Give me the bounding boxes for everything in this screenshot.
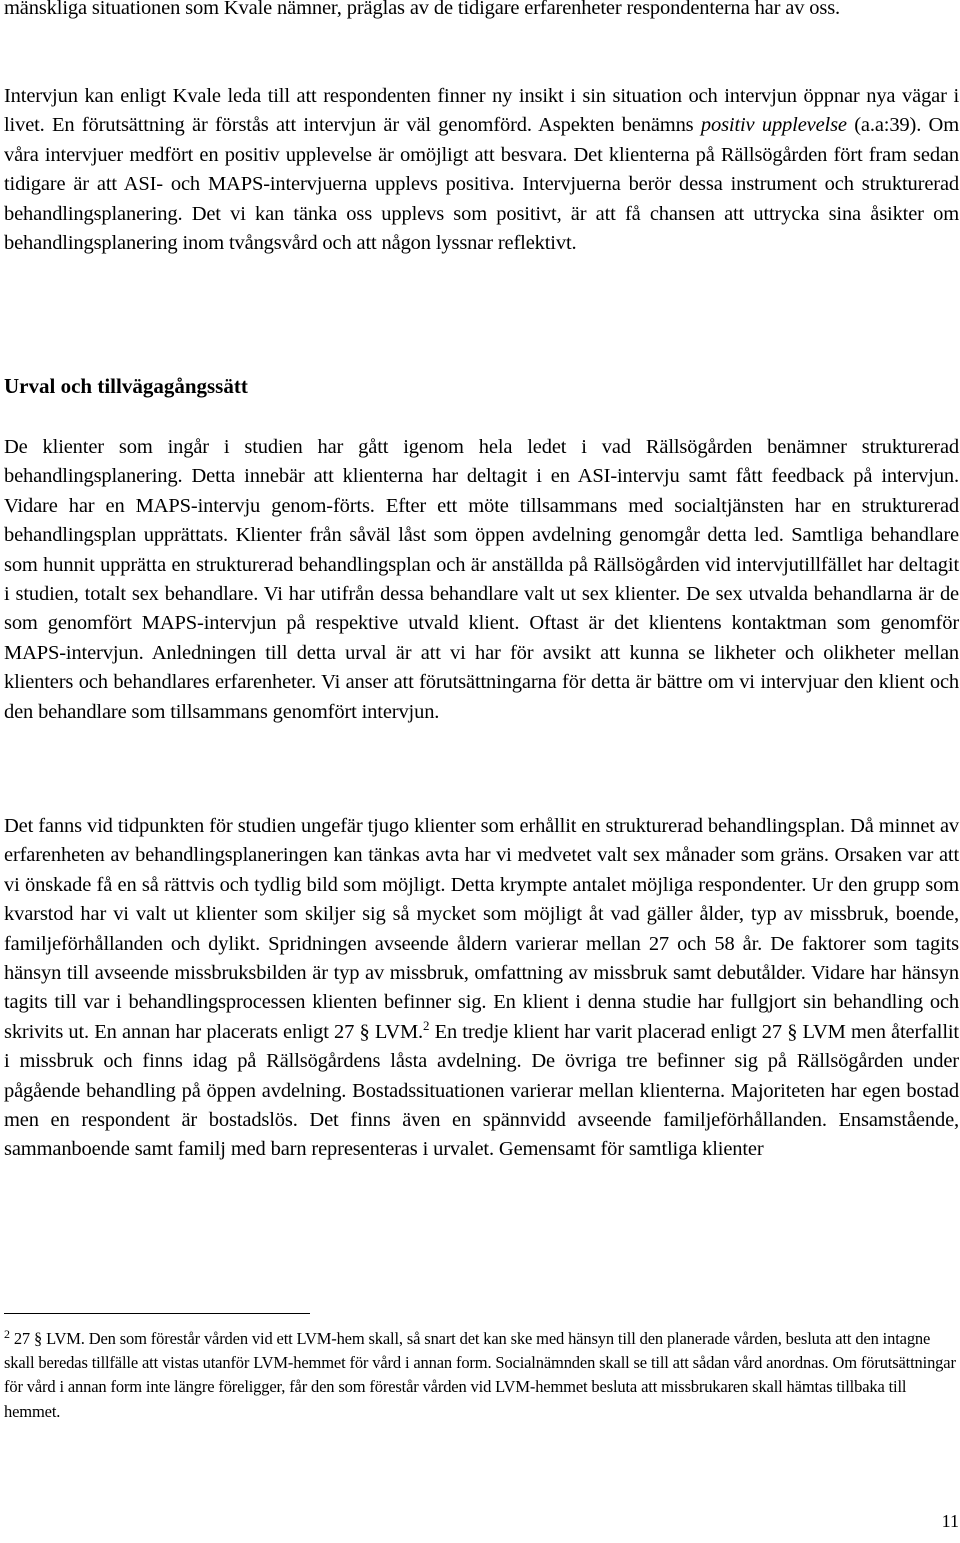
footnote-number: 2 <box>4 1327 10 1341</box>
paragraph-text: (a.a:39). Om våra intervjuer medfört en positiv upplevelse är omöjligt att besvara. Det klienterna på Rällsögården fört fram sedan tidigare är att ASI- och MAPS-intervjuerna upplevs positiva. Intervjuerna berör dessa instrument och strukturerad behandlingsplanering. Det vi kan tänka oss upplevs som positivt, är att få chansen att uttrycka sina åsikter om behandlingsplanering inom tvångsvård och att någon lyssnar reflektivt. <box>4 114 959 255</box>
footnote-reference[interactable]: 2 <box>423 1017 430 1033</box>
paragraph-continuation <box>4 0 959 23</box>
paragraph-intro <box>4 82 959 258</box>
footnote-divider <box>4 1313 310 1314</box>
paragraph-text: De klienter som ingår i studien har gått igenom hela ledet i vad Rällsögården benämner strukturerad behandlingsplanering. Detta innebär att klienterna har deltagit i en ASI-intervju samt fått feedback på intervjun. Vidare har en MAPS-intervju genom-förts. Efter ett möte tillsammans med socialtjänsten har en strukturerad behandlingsplan upprättats. Klienter från såväl låst som öppen avdelning genomgår detta led. Samtliga behandlare som hunnit upprätta en strukturerad behandlingsplan och är anställda på Rällsögården vid intervjutillfället har deltagit i studien, totalt sex behandlare. Vi har utifrån dessa behandlare valt ut sex klienter. De sex utvalda behandlarna är de som genomfört MAPS-intervjun på respektive utvald klient. Oftast är det klientens kontaktman som genomför MAPS-intervjun. Anledningen till detta urval är att vi har för avsikt att kunna se likheter och olikheter mellan klienters och behandlares erfarenheter. Vi anser att förutsättningarna för detta är bättre om vi intervjuar den klient och den behandlare som tillsammans genomfört intervjun. <box>4 436 959 723</box>
paragraph-urval <box>4 433 959 727</box>
paragraph-text: En tredje klient har varit placerad enligt 27 § LVM men återfallit i missbruk och finns idag på Rällsögårdens låsta avdelning. De övriga tre befinner sig på Rällsögården under pågående behandling på öppen avdelning. Bostadssituationen varierar mellan klienterna. Majoriteten har egen bostad men en respondent är bostadslös. Det finns även en spännvidd avseende familjeförhållanden. Ensamstående, sammanboende samt familj med barn representeras i urvalet. Gemensamt för samtliga klienter <box>4 1020 959 1161</box>
paragraph-text: Intervjun kan enligt Kvale leda till att respondenten finner ny insikt i sin situation och intervjun öppnar nya vägar i livet. En förutsättning är förstås att intervjun är väl genomförd. Aspekten benämns <box>4 85 959 137</box>
footnote-text: 27 § LVM. Den som förestår vården vid ett LVM-hem skall, så snart det kan ske med hänsyn till den planerade vården, besluta att den intagne skall beredas tillfälle att vistas utanför LVM-hemmet för vård i annan form. Socialnämnden skall se till att sådan vård anordnas. Om förutsättningar för vård i annan form inte längre föreligger, får den som förestår vården vid LVM-hemmet besluta att missbrukaren skall hämtas tillbaka till hemmet. <box>4 1329 956 1421</box>
section-heading: Urval och tillvägagångssätt <box>4 374 248 398</box>
emphasis-text: positiv upplevelse <box>700 114 847 137</box>
paragraph-text: Det fanns vid tidpunkten för studien ungefär tjugo klienter som erhållit en strukturerad behandlingsplan. Då minnet av erfarenheten av behandlingsplaneringen kan tänkas avta har vi medvetet valt sex månader som gräns. Orsaken var att vi önskade få en så rättvis och tydlig bild som möjligt. Detta krympte antalet möjliga respondenter. Ur den grupp som kvarstod har vi valt ut klienter som skiljer sig så mycket som möjligt åt vad gäller ålder, typ av missbruk, boende, familjeförhållanden och dylikt. Spridningen avseende åldern varierar mellan 27 och 58 år. De faktorer som tagits hänsyn till avseende missbruksbilden är typ av missbruk, omfattning av missbruk samt debutålder. Vidare har hänsyn tagits till var i behandlingsprocessen klienten befinner sig. En klient i denna studie har fullgjort sin behandling och skrivits ut. En annan har placerats enligt 27 § LVM. <box>4 815 959 1043</box>
page-number: 11 <box>941 1511 959 1531</box>
paragraph-text: mänskliga situationen som Kvale nämner, präglas av de tidigare erfarenheter respondenterna har av oss. <box>4 0 841 19</box>
footnote <box>4 1327 959 1424</box>
paragraph-selection <box>4 812 959 1165</box>
